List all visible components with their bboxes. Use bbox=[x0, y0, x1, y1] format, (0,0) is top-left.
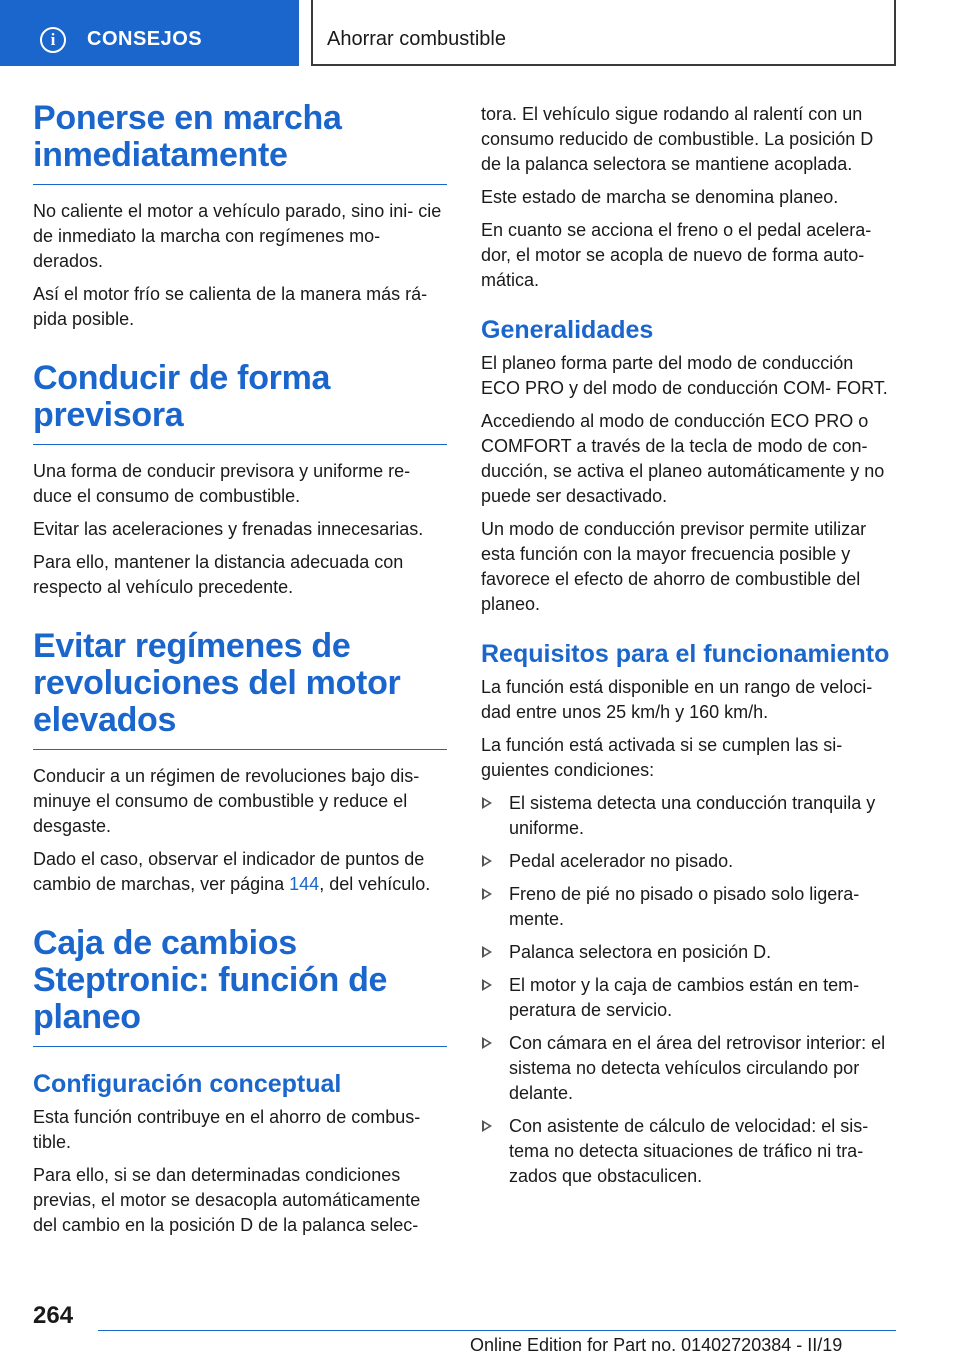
triangle-bullet-icon bbox=[482, 888, 492, 900]
paragraph: Accediendo al modo de conducción ECO PRO o COMFORT a través de la tecla de modo de con- ducción, se activa el planeo automáticamente y no puede ser desactivado. bbox=[481, 411, 885, 506]
section-title: Ahorrar combustible bbox=[327, 28, 506, 50]
footer-divider bbox=[98, 1330, 896, 1331]
paragraph-text: Dado el caso, observar el indicador de puntos de cambio de marchas, ver página bbox=[33, 849, 425, 894]
list-item: Palanca selectora en posición D. bbox=[481, 940, 895, 965]
left-column bbox=[33, 100, 447, 1246]
heading-ponerse-en-marcha: Ponerse en marcha inmediatamente bbox=[33, 100, 447, 185]
paragraph: Esta función contribuye en el ahorro de combus- tible. bbox=[33, 1107, 421, 1152]
section-tab bbox=[311, 0, 896, 66]
subheading-configuracion: Configuración conceptual bbox=[33, 1070, 342, 1098]
paragraph: tora. El vehículo sigue rodando al ralentí con un consumo reducido de combustible. La posición D de la palanca selectora se mantiene acoplada. bbox=[481, 104, 874, 174]
paragraph: Para ello, mantener la distancia adecuada con respecto al vehículo precedente. bbox=[33, 552, 404, 597]
paragraph-text: , del vehículo. bbox=[319, 874, 431, 894]
subheading-requisitos: Requisitos para el funcionamiento bbox=[481, 640, 890, 668]
paragraph: En cuanto se acciona el freno o el pedal acelera- dor, el motor se acopla de nuevo de forma auto- mática. bbox=[481, 220, 872, 290]
paragraph: El planeo forma parte del modo de conducción ECO PRO y del modo de conducción COM- FORT. bbox=[481, 353, 888, 398]
paragraph: La función está activada si se cumplen las si- guientes condiciones: bbox=[481, 735, 843, 780]
chapter-tab[interactable] bbox=[0, 0, 299, 66]
paragraph: Conducir a un régimen de revoluciones bajo dis- minuye el consumo de combustible y reduce el desgaste. bbox=[33, 766, 420, 836]
page-link-144[interactable]: 144 bbox=[289, 874, 320, 894]
triangle-bullet-icon bbox=[482, 1120, 492, 1132]
list-item: Pedal acelerador no pisado. bbox=[481, 849, 895, 874]
paragraph-with-link bbox=[33, 847, 447, 897]
info-icon: i bbox=[40, 27, 66, 53]
triangle-bullet-icon bbox=[482, 797, 492, 809]
list-item: Con asistente de cálculo de velocidad: el sis- tema no detecta situaciones de tráfico ni tra- zados que obstaculicen. bbox=[481, 1114, 895, 1189]
triangle-bullet-icon bbox=[482, 946, 492, 958]
paragraph: Una forma de conducir previsora y uniforme re- duce el consumo de combustible. bbox=[33, 461, 411, 506]
right-column bbox=[481, 102, 895, 1197]
heading-caja-de-cambios: Caja de cambios Steptronic: función de planeo bbox=[33, 925, 447, 1047]
list-item: El motor y la caja de cambios están en tem- peratura de servicio. bbox=[481, 973, 895, 1023]
subheading-generalidades: Generalidades bbox=[481, 316, 654, 344]
chapter-tab-label: CONSEJOS bbox=[87, 28, 203, 50]
triangle-bullet-icon bbox=[482, 979, 492, 991]
paragraph: La función está disponible en un rango de veloci- dad entre unos 25 km/h y 160 km/h. bbox=[481, 677, 873, 722]
list-item: Con cámara en el área del retrovisor interior: el sistema no detecta vehículos circulando por delante. bbox=[481, 1031, 895, 1106]
page-header bbox=[0, 0, 960, 66]
heading-conducir-previsora: Conducir de forma previsora bbox=[33, 360, 447, 445]
paragraph: Para ello, si se dan determinadas condiciones previas, el motor se desacopla automáticamente del cambio en la posición D de la palanca selec- bbox=[33, 1165, 421, 1235]
triangle-bullet-icon bbox=[482, 855, 492, 867]
triangle-bullet-icon bbox=[482, 1037, 492, 1049]
paragraph: Un modo de conducción previsor permite utilizar esta función con la mayor frecuencia posible y favorece el efecto de ahorro de combustible del planeo. bbox=[481, 519, 867, 614]
page-number: 264 bbox=[33, 1302, 74, 1329]
list-item: El sistema detecta una conducción tranquila y uniforme. bbox=[481, 791, 895, 841]
conditions-list bbox=[481, 791, 895, 1189]
paragraph: Así el motor frío se calienta de la manera más rá- pida posible. bbox=[33, 284, 428, 329]
list-item: Freno de pié no pisado o pisado solo ligera- mente. bbox=[481, 882, 895, 932]
paragraph: No caliente el motor a vehículo parado, sino ini- cie de inmediato la marcha con regímenes mo- derados. bbox=[33, 201, 442, 271]
heading-evitar-regimenes: Evitar regímenes de revoluciones del motor elevados bbox=[33, 628, 447, 750]
paragraph: Evitar las aceleraciones y frenadas innecesarias. bbox=[33, 519, 424, 539]
paragraph: Este estado de marcha se denomina planeo. bbox=[481, 187, 839, 207]
edition-note: Online Edition for Part no. 01402720384 - II/19 bbox=[470, 1335, 843, 1355]
